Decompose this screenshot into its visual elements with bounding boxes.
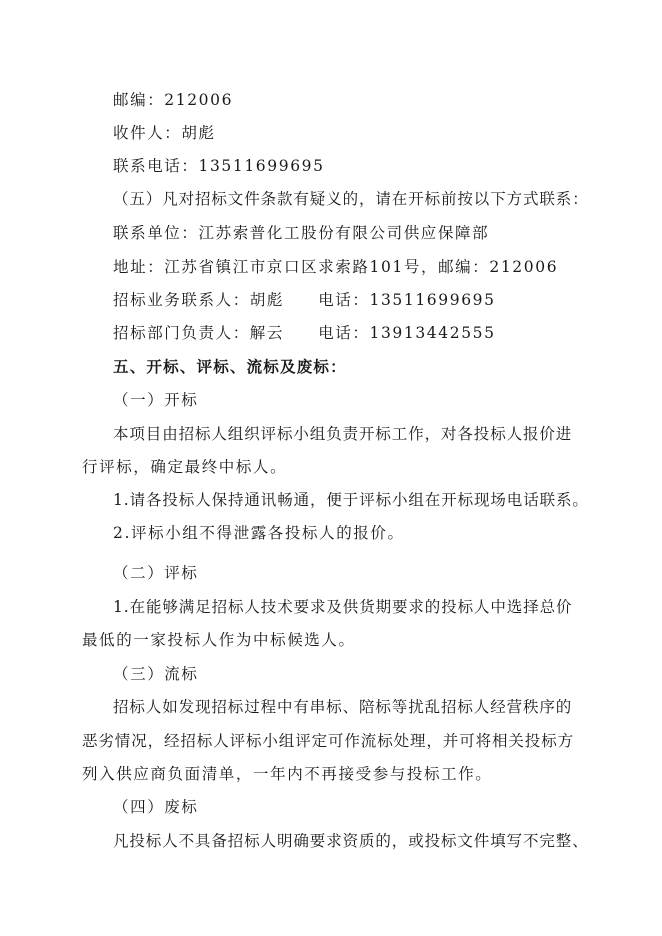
address-line: 地址：江苏省镇江市京口区求索路101号，邮编：212006 [113,258,559,276]
opening-item-1: 1.请各投标人保持通讯畅通，便于评标小组在开标现场电话联系。 [113,491,589,509]
subsection-failed-bid-heading: （三）流标 [113,665,199,683]
subsection-invalid-bid-heading: （四）废标 [113,798,199,816]
failed-bid-paragraph-line-1: 招标人如发现招标过程中有串标、陪标等扰乱招标人经营秩序的 [113,698,573,716]
invalid-bid-paragraph-line-1: 凡投标人不具备招标人明确要求资质的，或投标文件填写不完整、 [113,832,589,850]
inquiry-clause-line: （五）凡对招标文件条款有疑义的，请在开标前按以下方式联系： [113,190,589,208]
recipient-line: 收件人：胡彪 [113,124,216,142]
opening-paragraph-line-2: 行评标，确定最终中标人。 [82,458,288,476]
subsection-opening-heading: （一）开标 [113,391,199,409]
postcode-line: 邮编：212006 [113,91,234,109]
opening-paragraph-line-1: 本项目由招标人组织评标小组负责开标工作，对各投标人报价进 [113,425,573,443]
failed-bid-paragraph-line-3: 列入供应商负面清单，一年内不再接受参与投标工作。 [82,765,493,783]
failed-bid-paragraph-line-2: 恶劣情况，经招标人评标小组评定可作流标处理，并可将相关投标方 [82,732,575,750]
phone-line: 联系电话：13511699695 [113,157,325,175]
business-contact-line: 招标业务联系人：胡彪 电话：13511699695 [113,291,496,309]
evaluation-item-1-line-2: 最低的一家投标人作为中标候选人。 [82,631,356,649]
contact-unit-line: 联系单位：江苏索普化工股份有限公司供应保障部 [113,224,490,242]
department-head-line: 招标部门负责人：解云 电话：13913442555 [113,324,496,342]
evaluation-item-1-line-1: 1.在能够满足招标人技术要求及供货期要求的投标人中选择总价 [113,598,573,616]
subsection-evaluation-heading: （二）评标 [113,564,199,582]
opening-item-2: 2.评标小组不得泄露各投标人的报价。 [113,524,405,542]
section-heading: 五、开标、评标、流标及废标： [113,357,347,376]
